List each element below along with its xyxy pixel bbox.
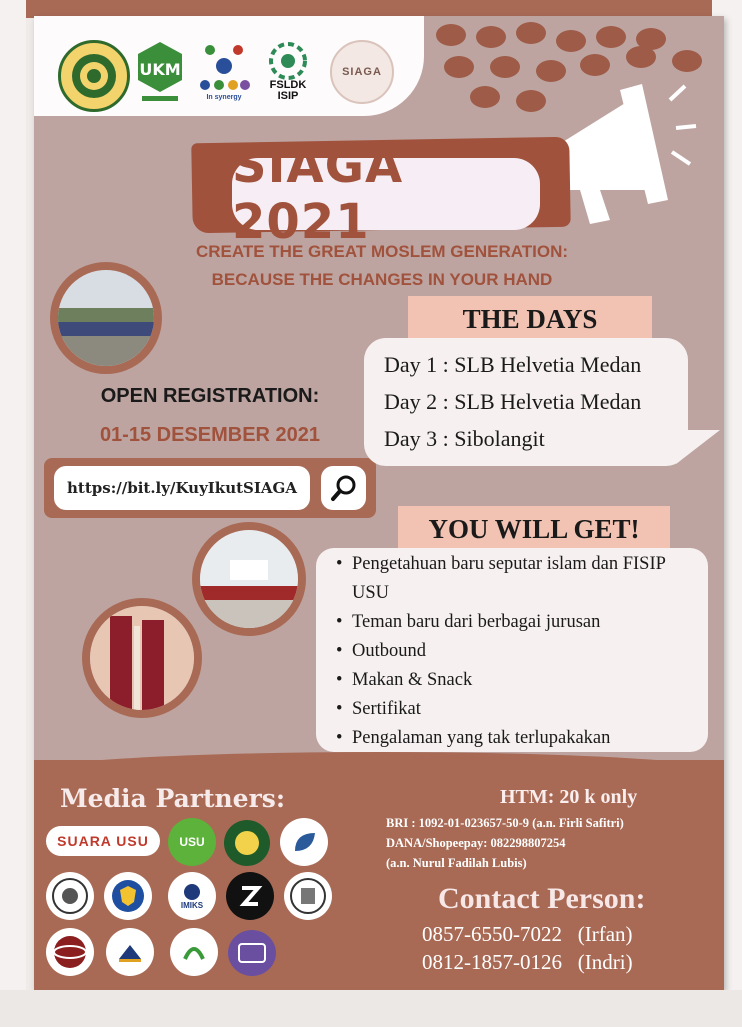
partner-blue-shield-logo bbox=[104, 872, 152, 920]
registration-dates: 01-15 DESEMBER 2021 bbox=[99, 424, 321, 446]
contact-name: (Indri) bbox=[577, 950, 633, 974]
ukmi-logo bbox=[136, 40, 184, 104]
frame-left-edge bbox=[0, 0, 26, 1027]
tagline-line-2: BECAUSE THE CHANGES IN YOUR HAND bbox=[211, 270, 553, 289]
siaga-badge-logo bbox=[330, 40, 394, 104]
fsldk-label: FSLDK bbox=[269, 79, 307, 91]
siaga-badge-text: SIAGA bbox=[342, 66, 382, 78]
day-item: Day 2 : SLB Helvetia Medan bbox=[384, 389, 642, 414]
isip-label: ISIP bbox=[277, 90, 299, 102]
university-seal-logo bbox=[58, 40, 130, 112]
benefits-heading: YOU WILL GET! bbox=[428, 514, 640, 544]
dana-account: DANA/Shopeepay: 082298807254 bbox=[386, 836, 566, 850]
benefit-item: • Makan & Snack bbox=[336, 666, 698, 695]
imiks-text: IMIKS bbox=[180, 900, 204, 910]
suara-usu-text: SUARA USU bbox=[57, 833, 149, 849]
synergy-logos bbox=[194, 36, 254, 106]
title-box bbox=[232, 138, 540, 250]
bottom-frame-strip bbox=[0, 990, 742, 1027]
benefit-item: • Outbound bbox=[336, 637, 698, 666]
fsldk-isip-logo bbox=[264, 38, 312, 106]
partner-purple-logo bbox=[228, 930, 276, 976]
partner-seal-logo-1 bbox=[46, 872, 94, 920]
partner-leaf-logo bbox=[280, 818, 328, 866]
bri-account: BRI : 1092-01-023657-50-9 (a.n. Firli Safitri) bbox=[386, 816, 624, 830]
unit-usu-text: USU bbox=[179, 835, 205, 849]
days-list bbox=[384, 346, 641, 457]
partner-z-logo bbox=[226, 872, 274, 920]
svg-text:UKM: UKM bbox=[139, 60, 181, 79]
synergy-caption: In synergy bbox=[206, 93, 242, 101]
contact-name: (Irfan) bbox=[577, 922, 633, 946]
partner-globe-logo bbox=[46, 928, 94, 976]
day-item: Day 1 : SLB Helvetia Medan bbox=[384, 352, 642, 377]
contact-phone: 0857-6550-7022 bbox=[422, 922, 562, 946]
benefit-item: • Teman baru dari berbagai jurusan bbox=[336, 608, 698, 637]
days-heading: THE DAYS bbox=[462, 304, 598, 334]
partner-book-logo bbox=[106, 928, 154, 976]
group-sitting-photo bbox=[82, 598, 202, 718]
unit-usu-logo bbox=[168, 818, 216, 866]
contact-row bbox=[422, 950, 633, 975]
partner-green-media-logo bbox=[170, 928, 218, 976]
days-heading-box bbox=[408, 296, 652, 342]
benefit-item: • Pengalaman yang tak terlupakakan bbox=[336, 724, 698, 753]
usu-kece-logo bbox=[224, 820, 270, 866]
seminar-hall-photo bbox=[192, 522, 306, 636]
registration-link[interactable]: https://bit.ly/KuyIkutSIAGA bbox=[54, 466, 310, 510]
suara-usu-logo bbox=[46, 826, 160, 856]
contact-phone: 0812-1857-0126 bbox=[422, 950, 562, 974]
benefit-item: • Sertifikat bbox=[336, 695, 698, 724]
benefit-item: • Pengetahuan baru seputar islam dan FISIP USU bbox=[336, 550, 698, 608]
registration-title: OPEN REGISTRATION: bbox=[100, 385, 320, 407]
contact-heading: Contact Person: bbox=[438, 882, 646, 915]
tagline-line-1: CREATE THE GREAT MOSLEM GENERATION: bbox=[195, 242, 569, 261]
search-icon bbox=[329, 473, 359, 503]
dana-account-name: (a.n. Nurul Fadilah Lubis) bbox=[386, 856, 527, 870]
benefits-heading-box bbox=[398, 506, 670, 554]
imiks-logo bbox=[168, 872, 216, 920]
ticket-price: HTM: 20 k only bbox=[500, 786, 638, 808]
event-title: SIAGA 2021 bbox=[232, 138, 404, 250]
contact-row bbox=[422, 922, 633, 947]
days-bubble-tail bbox=[676, 430, 720, 464]
day-item: Day 3 : Sibolangit bbox=[384, 426, 545, 451]
partner-seal-logo-2 bbox=[284, 872, 332, 920]
media-partners-heading: Media Partners: bbox=[60, 784, 286, 813]
group-photo-outdoor bbox=[50, 262, 162, 374]
search-button[interactable] bbox=[321, 466, 366, 510]
benefits-list bbox=[336, 550, 698, 753]
